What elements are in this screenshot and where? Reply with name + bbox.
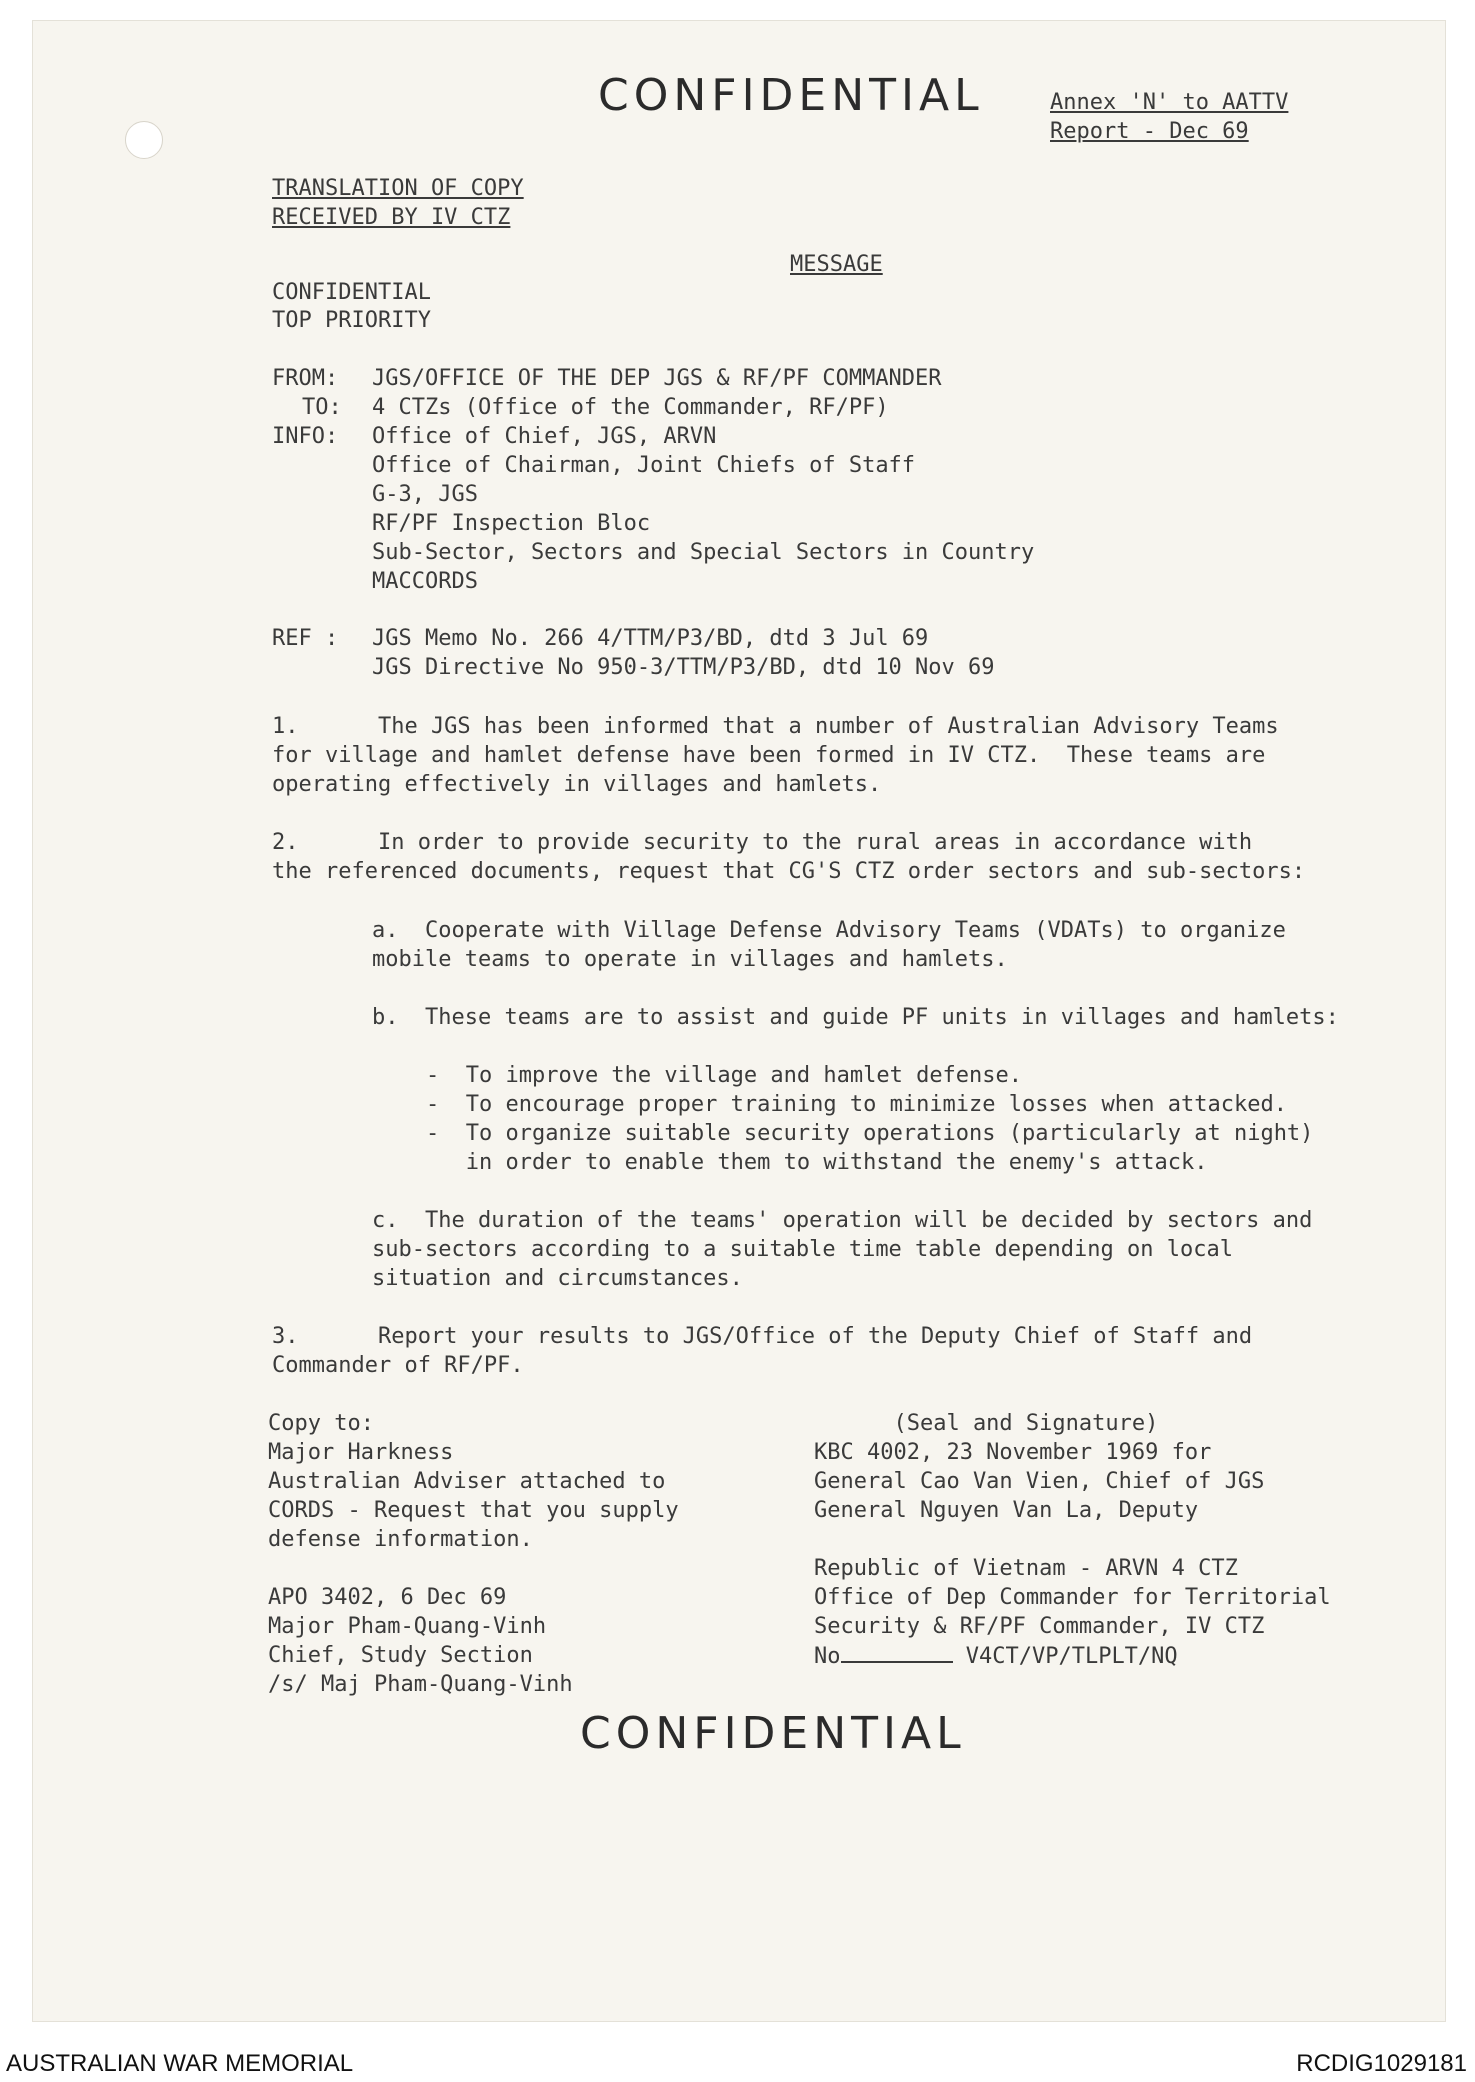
item-c-line: sub-sectors according to a suitable time table depending on local	[372, 1237, 1233, 1262]
signature-line: (Seal and Signature)	[814, 1411, 1159, 1436]
para1-line: operating effectively in villages and hamlets.	[272, 772, 882, 797]
reference-number-line	[814, 1641, 1178, 1671]
apo-line: /s/ Maj Pham-Quang-Vinh	[268, 1672, 573, 1697]
copy-to-line: defense information.	[268, 1527, 533, 1552]
to-value: 4 CTZs (Office of the Commander, RF/PF)	[372, 395, 889, 420]
bullet-line: - To improve the village and hamlet defense.	[426, 1063, 1023, 1088]
translation-line-2: RECEIVED BY IV CTZ	[272, 205, 511, 230]
signature-line: KBC 4002, 23 November 1969 for	[814, 1440, 1212, 1465]
annex-line-2: Report - Dec 69	[1050, 119, 1249, 144]
no-blank	[841, 1641, 953, 1663]
bullet-line: - To organize suitable security operations (particularly at night)	[426, 1121, 1314, 1146]
translation-line-1: TRANSLATION OF COPY	[272, 176, 524, 201]
para3-line: Commander of RF/PF.	[272, 1353, 524, 1378]
footer-right: RCDIG1029181	[1296, 2050, 1467, 2077]
ref-line: JGS Directive No 950-3/TTM/P3/BD, dtd 10 Nov 69	[372, 655, 995, 680]
item-b: b. These teams are to assist and guide PF units in villages and hamlets:	[372, 1005, 1339, 1030]
copy-to-line: CORDS - Request that you supply	[268, 1498, 679, 1523]
para2-line: the referenced documents, request that CG'S CTZ order sectors and sub-sectors:	[272, 859, 1306, 884]
info-line: Office of Chief, JGS, ARVN	[372, 424, 717, 449]
info-line: MACCORDS	[372, 569, 478, 594]
classification-line-2: TOP PRIORITY	[272, 308, 431, 333]
confidential-stamp-bottom: CONFIDENTIAL	[580, 1708, 966, 1759]
republic-line: Office of Dep Commander for Territorial	[814, 1585, 1331, 1610]
from-value: JGS/OFFICE OF THE DEP JGS & RF/PF COMMANDER	[372, 366, 942, 391]
para2-line: 2. In order to provide security to the rural areas in accordance with	[272, 830, 1253, 855]
classification-line-1: CONFIDENTIAL	[272, 280, 431, 305]
para1-line: 1. The JGS has been informed that a number of Australian Advisory Teams	[272, 714, 1279, 739]
from-label: FROM:	[272, 366, 339, 391]
info-line: Office of Chairman, Joint Chiefs of Staff	[372, 453, 916, 478]
no-label: No	[814, 1644, 841, 1669]
copy-to-line: Major Harkness	[268, 1440, 454, 1465]
para1-line: for village and hamlet defense have been formed in IV CTZ. These teams are	[272, 743, 1266, 768]
info-line: Sub-Sector, Sectors and Special Sectors in Country	[372, 540, 1035, 565]
annex-line-1: Annex 'N' to AATTV	[1050, 90, 1289, 115]
para3-line: 3. Report your results to JGS/Office of the Deputy Chief of Staff and	[272, 1324, 1253, 1349]
republic-line: Security & RF/PF Commander, IV CTZ	[814, 1614, 1265, 1639]
item-c-line: situation and circumstances.	[372, 1266, 743, 1291]
ref-label: REF :	[272, 626, 339, 651]
copy-to-line: Australian Adviser attached to	[268, 1469, 666, 1494]
copy-to-line: Copy to:	[268, 1411, 374, 1436]
apo-line: Major Pham-Quang-Vinh	[268, 1614, 547, 1639]
apo-line: APO 3402, 6 Dec 69	[268, 1585, 507, 1610]
republic-line: Republic of Vietnam - ARVN 4 CTZ	[814, 1556, 1238, 1581]
punch-hole	[125, 121, 163, 159]
info-line: G-3, JGS	[372, 482, 478, 507]
item-a-line: a. Cooperate with Village Defense Advisory Teams (VDATs) to organize	[372, 918, 1286, 943]
ref-line: JGS Memo No. 266 4/TTM/P3/BD, dtd 3 Jul 69	[372, 626, 929, 651]
signature-line: General Nguyen Van La, Deputy	[814, 1498, 1199, 1523]
bullet-line: in order to enable them to withstand the enemy's attack.	[426, 1150, 1208, 1175]
item-c-line: c. The duration of the teams' operation will be decided by sectors and	[372, 1208, 1313, 1233]
message-title: MESSAGE	[790, 252, 883, 277]
bullet-line: - To encourage proper training to minimize losses when attacked.	[426, 1092, 1287, 1117]
info-line: RF/PF Inspection Bloc	[372, 511, 651, 536]
item-a-line: mobile teams to operate in villages and hamlets.	[372, 947, 1008, 972]
confidential-stamp-top: CONFIDENTIAL	[598, 70, 984, 121]
to-label: TO:	[302, 395, 342, 420]
apo-line: Chief, Study Section	[268, 1643, 533, 1668]
footer-left: AUSTRALIAN WAR MEMORIAL	[6, 2050, 354, 2077]
signature-line: General Cao Van Vien, Chief of JGS	[814, 1469, 1265, 1494]
info-label: INFO:	[272, 424, 339, 449]
no-value: V4CT/VP/TLPLT/NQ	[952, 1644, 1178, 1669]
